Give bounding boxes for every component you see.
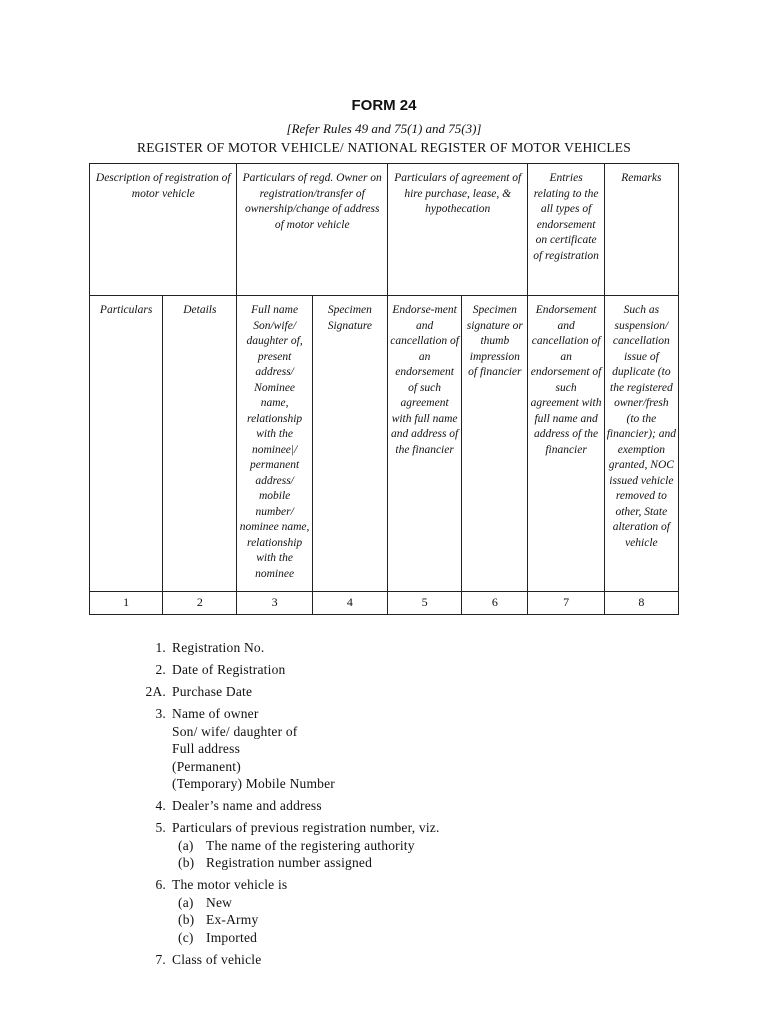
column-number: 3: [237, 592, 312, 615]
list-sub-item-label: (b): [178, 912, 195, 927]
list-item-text: Dealer’s name and address: [172, 798, 322, 813]
column-number: 5: [387, 592, 461, 615]
column-number: 4: [312, 592, 387, 615]
sub-cell-full-name: Full name Son/wife/ daughter of, present address/ Nominee name, relationship with the nominee|/ permanent address/ mobile number/ nominee name, relationship with the nominee: [237, 296, 312, 592]
list-item-number: 4.: [155, 798, 166, 813]
sub-cell-details: Details: [163, 296, 237, 592]
list-item: [0, 683, 440, 701]
list-sub-item-label: (a): [178, 837, 194, 853]
sub-cell-endorsement-financier: Endorsement and cancellation of an endorsement of such agreement with full name and address of the financier: [528, 296, 604, 592]
list-sub-item-label: (a): [178, 894, 194, 910]
form-subtitle: [Refer Rules 49 and 75(1) and 75(3)]: [286, 121, 482, 136]
list-item-text: Particulars of previous registration number, viz.: [172, 820, 440, 835]
list-item-number: 1.: [155, 640, 166, 655]
list-sub-item: [172, 837, 440, 855]
list-item-text: (Temporary) Mobile Number: [172, 776, 336, 791]
list-item: [0, 705, 440, 793]
list-sub-item: [172, 929, 440, 947]
list-item: [0, 876, 440, 946]
list-item-text: The motor vehicle is: [172, 877, 288, 892]
list-item-text: Class of vehicle: [172, 951, 262, 967]
column-number: 2: [163, 592, 237, 615]
sub-cell-specimen-signature: Specimen Signature: [312, 296, 387, 592]
list-sub-item-text: Registration number assigned: [206, 855, 373, 870]
column-number: 8: [604, 592, 678, 615]
list-item-number: 5.: [155, 820, 166, 835]
sub-cell-particulars: Particulars: [90, 296, 163, 592]
list-item: [0, 819, 440, 872]
list-sub-item-label: (b): [178, 855, 195, 870]
particulars-list: [0, 639, 440, 973]
list-item-number: 3.: [155, 706, 166, 721]
header-cell-owner-particulars: Particulars of regd. Owner on registration/transfer of ownership/change of address of motor vehicle: [237, 164, 388, 296]
sub-cell-endorsement-agreement: Endorse-ment and cancellation of an endorsement of such agreement with full name and address of the financier: [387, 296, 461, 592]
sub-cell-financier-signature: Specimen signature or thumb impression of financier: [462, 296, 528, 592]
column-number: 1: [90, 592, 163, 615]
column-number: 6: [462, 592, 528, 615]
list-item-text: Date of Registration: [172, 662, 286, 677]
header-cell-remarks: Remarks: [604, 164, 678, 296]
list-item-text: Purchase Date: [172, 684, 253, 699]
list-sub-item-text: Imported: [206, 929, 258, 945]
list-item-text: (Permanent): [172, 758, 241, 774]
list-item: [0, 951, 440, 969]
list-sub-item-text: New: [206, 894, 233, 910]
list-item: [0, 639, 440, 657]
sub-cell-remarks-detail: Such as suspension/ cancellation issue of duplicate (to the registered owner/fresh (to the financier); and exemption granted, NOC issued vehicle removed to other, State alteration of vehicle: [604, 296, 678, 592]
register-heading: REGISTER OF MOTOR VEHICLE/ NATIONAL REGISTER OF MOTOR VEHICLES: [137, 140, 631, 155]
list-item-text: Registration No.: [172, 640, 265, 655]
header-cell-description: Description of registration of motor vehicle: [90, 164, 237, 296]
table-number-row: [90, 592, 679, 615]
list-item-text: Full address: [172, 741, 241, 756]
list-item: [0, 661, 440, 679]
list-sub-item: [172, 911, 440, 929]
list-item-number: 6.: [155, 877, 166, 892]
list-item-number: 2A.: [145, 684, 166, 699]
list-item-text: Name of owner: [172, 706, 259, 721]
header-cell-entries: Entries relating to the all types of endorsement on certificate of registration: [528, 164, 604, 296]
list-item-number: 7.: [155, 951, 166, 967]
list-sub-item: [172, 854, 440, 872]
form-title: FORM 24: [351, 97, 417, 114]
list-sub-item: [172, 894, 440, 912]
register-table: [89, 163, 679, 615]
list-sub-item-label: (c): [178, 929, 194, 945]
table-header-row: [90, 164, 679, 296]
table-subheader-row: [90, 296, 679, 592]
list-sub-item-text: The name of the registering authority: [206, 837, 415, 853]
list-item-text: Son/ wife/ daughter of: [172, 723, 298, 739]
list-item: [0, 797, 440, 815]
header-cell-agreement: Particulars of agreement of hire purchase, lease, & hypothecation: [387, 164, 527, 296]
list-sub-item-text: Ex-Army: [206, 912, 259, 927]
list-item-number: 2.: [155, 662, 166, 677]
column-number: 7: [528, 592, 604, 615]
